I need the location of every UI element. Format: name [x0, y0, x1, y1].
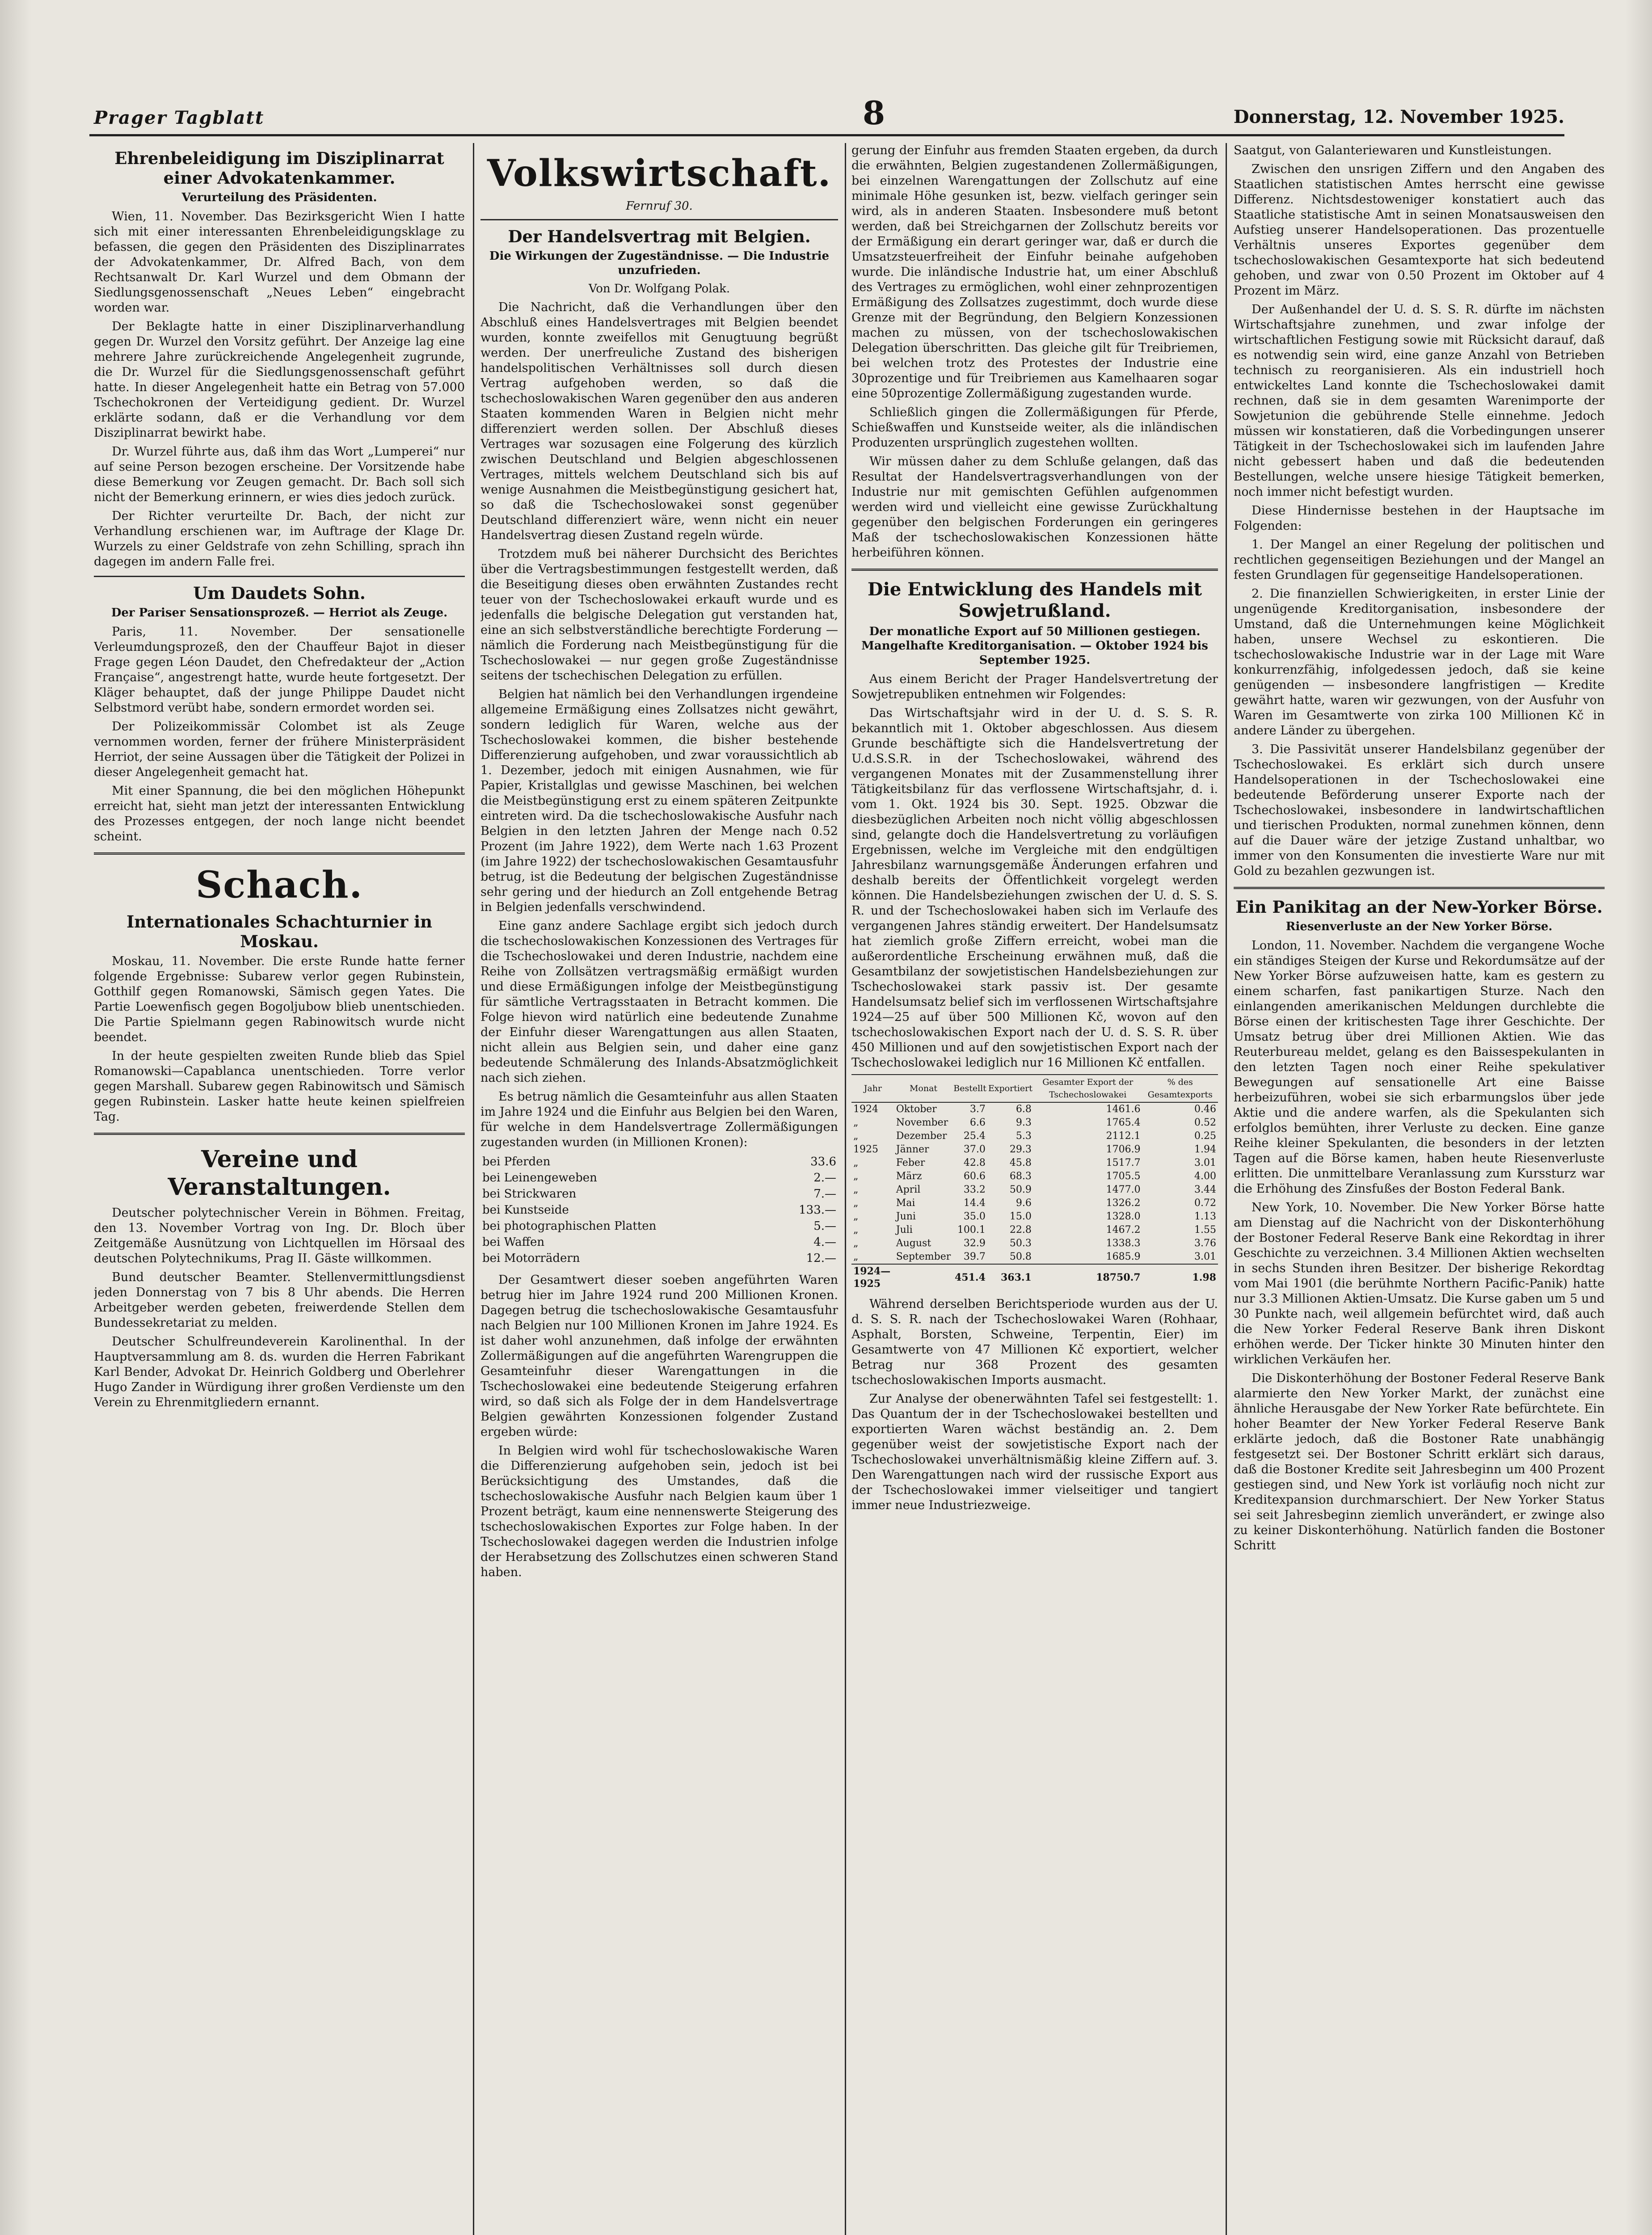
stats-cell: 39.7: [963, 1251, 986, 1262]
article-heading: Der Handelsvertrag mit Belgien.: [508, 227, 811, 246]
paragraph: Schließlich gingen die Zollermäßigungen für Pferde, Schießwaffen und Kunstseide weiter, als die inländischen Produzenten ursprünglich zugestehen wollten.: [851, 405, 1218, 450]
paragraph: Der Polizeikommissär Colombet ist als Zeuge vernommen worden, ferner der frühere Ministerpräsident Herriot, der seine Aussagen über die Tätigkeit der Polizei in dieser Angelegenheit gemacht hat.: [94, 720, 465, 779]
stats-cell: April: [896, 1184, 921, 1195]
paragraph: Zur Analyse der obenerwähnten Tafel sei festgestellt: 1. Das Quantum der in der Tschechoslowakei bestellten und exportierten Waren wächst beständig an. 2. Dem gegenüber weist der sowjetistische Export nach der Tschechoslowakei unverhältnismäßig kleine Ziffern auf. 3. Den Warengattungen nach wird der russische Export aus der Tschechoslowakei immer vielseitiger und tangiert immer neue Industriezweige.: [851, 1392, 1218, 1512]
stats-total-row: [851, 1264, 1218, 1290]
stats-cell: 6.6: [969, 1117, 986, 1128]
article-heading: Ein Panikitag an der New-Yorker Börse.: [1235, 897, 1603, 917]
stats-row: [851, 1210, 1218, 1223]
paragraph: Deutscher Schulfreundeverein Karolinenthal. In der Hauptversammlung am 8. ds. wurden die Herren Fabrikant Karl Bender, Advokat Dr. Heinrich Goldberg und Oberlehrer Hugo Zander in Würdigung ihrer großen Verdienste um den Verein zu Ehrenmitgliedern ernannt.: [94, 1335, 465, 1409]
stats-cell: 1706.9: [1106, 1144, 1141, 1155]
paragraph: Während derselben Berichtsperiode wurden aus der U. d. S. S. R. nach der Tschechoslowakei Waren (Rohhaar, Asphalt, Borsten, Schweine, Terpentin, Eier) im Gesamtwerte von 47 Millionen Kč exportiert, welcher Betrag nur 368 Prozent des gesamten tschechoslowakischen Imports ausmacht.: [851, 1297, 1218, 1387]
divider: [1234, 887, 1605, 889]
import-row: [480, 1154, 838, 1170]
stats-cell: 18750.7: [1033, 1264, 1142, 1290]
stats-cell: „: [853, 1224, 859, 1236]
divider: [851, 569, 1218, 571]
stats-row: [851, 1197, 1218, 1210]
paragraph: Wien, 11. November. Das Bezirksgericht Wien I hatte sich mit einer interessanten Ehrenbeleidigungsklage zu befassen, die gegen den Präsidenten des Disziplinarrates der Advokatenkammer, Dr. Alfred Bach, von dem Rechtsanwalt Dr. Karl Wurzel und dem Obmann der Siedlungsgenossenschaft „Neues Leben“ eingebracht worden war.: [94, 210, 465, 315]
stats-cell: 1326.2: [1106, 1198, 1141, 1209]
divider: [94, 852, 465, 855]
paragraph: London, 11. November. Nachdem die vergangene Woche ein ständiges Steigen der Kurse und Rekordumsätze auf der New Yorker Börse aufzuweisen hatte, kam es gestern zu einem scharfen, fast panikartigen Sturze. Nach den einlangenden amerikanischen Meldungen durchlebte die Börse einen der kritischesten Tage ihrer Geschichte. Der Umsatz betrug über drei Millionen Aktien. Wie das Reuterbureau meldet, gelang es den Baissespekulanten in den letzten Tagen noch einer Reihe spekulativer Bewegungen auf sensationelle Art eine Baisse herbeizuführen, wobei sie sich erbarmungslos über jede Aktie und die andere warfen, als die Spekulanten sich erfolglos bemühten, ihrer Verluste zu decken. Eine ganze Reihe kleiner Spekulanten, die besonders in der letzten Tagen auf die Börse kamen, haben heute Riesenverluste erlitten. Die unmittelbare Veranlassung zum Kurssturz war die Erhöhung des Zinsfußes der Boston Federal Bank.: [1234, 939, 1605, 1196]
import-row: [480, 1186, 838, 1202]
stats-row: [851, 1237, 1218, 1250]
section-title-clubs: Vereine und Veranstaltungen.: [168, 1146, 391, 1201]
import-value: 2.—: [813, 1171, 836, 1185]
import-row: [480, 1202, 838, 1218]
import-value: 5.—: [813, 1219, 836, 1233]
paragraph: 2. Die finanziellen Schwierigkeiten, in erster Linie der ungenügende Kreditorganisation, insbesondere der Umstand, daß die Unternehmungen keine Möglichkeit haben, unsere Wechsel zu eskontieren. Die tschechoslowakische Industrie war in der Lage mit Ware konkurrenzfähig, infolgedessen jedoch, daß sie keine genügenden — insbesondere langfristigen — Kredite gewährt hatte, waren wir gezwungen, von der Ausfuhr von Waren im Gesamtwerte von zirka 100 Millionen Kč in andere Länder zu übergehen.: [1234, 587, 1605, 738]
stats-row: [851, 1130, 1218, 1143]
article-subheading: Der monatliche Export auf 50 Millionen gestiegen. Mangelhafte Kreditorganisation. — Oktober 1924 bis September 1925.: [861, 625, 1208, 667]
stats-cell: September: [896, 1251, 951, 1262]
import-label: bei Kunstseide: [482, 1203, 569, 1217]
stats-cell: August: [896, 1238, 931, 1249]
column-4: [1234, 143, 1605, 2235]
scan-edge-left: [0, 0, 31, 2235]
stats-cell: 3.01: [1194, 1251, 1216, 1262]
stats-cell: 1925: [853, 1144, 878, 1155]
stats-row: [851, 1183, 1218, 1197]
stats-cell: 29.3: [1009, 1144, 1032, 1155]
stats-cell: Juni: [896, 1211, 916, 1222]
import-label: bei Pferden: [482, 1155, 551, 1168]
paragraph: Eine ganz andere Sachlage ergibt sich jedoch durch die tschechoslowakischen Konzessionen des Vertrages für die Tschechoslowakei und deren Industrie, nachdem eine Reihe von Zollsätzen vertragsmäßig ermäßigt wurden und diese Ermäßigungen infolge der Meistbegünstigung für sämtliche Vertragsstaaten in Betracht kommen. Die Folge hievon wird natürlich eine bedeutende Zunahme der Einfuhr dieser Warengattungen aus allen Staaten, nicht allein aus Belgien sein, und daher eine ganz bedeutende Schmälerung des Inlands-Absatzmöglichkeit nach sich ziehen.: [480, 919, 838, 1085]
stats-cell: 1477.0: [1106, 1184, 1141, 1195]
stats-header-cell: Monat: [894, 1075, 953, 1102]
page-header: [94, 94, 1564, 134]
divider: [94, 576, 465, 577]
paragraph: 3. Die Passivität unserer Handelsbilanz gegenüber der Tschechoslowakei. Es erklärt sich durch unsere Handelsoperationen in der Tschechoslowakei eine bedeutende Beförderung unserer Exporte nach der Tschechoslowakei, insbesondere in landwirtschaftlichen und tierischen Produkten, normal zunehmen können, denn auf die Dauer wäre der jetzige Zustand unhaltbar, wo immer von den Konsumenten die investierte Ware nur mit Gold zu bezahlen gezwungen ist.: [1234, 742, 1605, 878]
stats-cell: 1924: [853, 1104, 878, 1115]
paragraph: Das Wirtschaftsjahr wird in der U. d. S. S. R. bekanntlich mit 1. Oktober abgeschlossen. Aus diesem Grunde beschäftigte sich die Handelsvertretung der U.d.S.S.R. in der Tschechoslowakei, während des vergangenen Monates mit der Zusammenstellung ihrer Tätigkeitsbilanz für das verflossene Wirtschaftsjahr, d. i. vom 1. Okt. 1924 bis 30. Sept. 1925. Obzwar die diesbezüglichen Arbeiten noch nicht völlig abgeschlossen sind, gelangte doch die Handelsvertretung zu vorläufigen Ergebnissen, welche im Vergleiche mit den endgültigen Jahresbilanz warnungsgemäße Änderungen erfahren und deshalb bereits der Öffentlichkeit vorgelegt werden können. Die Handelsbeziehungen zwischen der U. d. S. S. R. und der Tschechoslowakei haben sich im Verlaufe des vergangenen Jahres ständig erweitert. Der Handelsumsatz hat ziemlich große Ziffern erreicht, wobei man die außerordentliche Erscheinung erwähnen muß, daß die Gesamtbilanz der sowjetistischen Handelsbeziehungen zur Tschechoslowakei stark passiv ist. Der gesamte Handelsumsatz belief sich im verflossenen Wirtschaftsjahre 1924—25 auf über 500 Millionen Kč, wovon auf den tschechoslowakischen Export nach der U. d. S. S. R. über 450 Millionen und auf den sowjetistischen Export nach der Tschechoslowakei lediglich nur 16 Millionen Kč entfallen.: [851, 706, 1218, 1070]
stats-header-cell: Bestellt: [952, 1075, 987, 1102]
stats-cell: 2112.1: [1106, 1130, 1141, 1142]
section-title-economy: Volkswirtschaft.: [487, 152, 832, 195]
stats-cell: „: [853, 1171, 859, 1182]
import-label: bei Motorrädern: [482, 1252, 580, 1265]
paragraph: Deutscher polytechnischer Verein in Böhmen. Freitag, den 13. November Vortrag von Ing. Dr. Bloch über Zeitgemäße Ausnützung von Lichtquellen im Hörsaal des deutschen Polytechnikums, Prag II. Gäste willkommen.: [94, 1206, 465, 1265]
stats-cell: 1.98: [1142, 1264, 1218, 1290]
paragraph: Paris, 11. November. Der sensationelle Verleumdungsprozeß, den der Chauffeur Bajot in dieser Frage gegen Léon Daudet, den Chefredakteur der „Action Française“, angestrengt hatte, wurde heute fortgesetzt. Der Kläger behauptet, daß der junge Philippe Daudet nicht Selbstmord verübt habe, sondern ermordet worden sei.: [94, 625, 465, 715]
stats-cell: 363.1: [987, 1264, 1033, 1290]
stats-cell: 0.72: [1194, 1198, 1216, 1209]
stats-cell: „: [853, 1251, 859, 1262]
stats-cell: „: [853, 1157, 859, 1168]
stats-header-cell: Jahr: [851, 1075, 894, 1102]
column-2: [480, 143, 838, 2235]
stats-header-cell: % des Gesamtexports: [1142, 1075, 1218, 1102]
article-subheading: Verurteilung des Präsidenten.: [181, 191, 377, 204]
column-1: [94, 143, 465, 2235]
column-rule-1: [473, 143, 474, 2235]
paragraph: Bund deutscher Beamter. Stellenvermittlungsdienst jeden Donnerstag von 7 bis 8 Uhr abends. Die Herren Arbeitgeber werden gebeten, freiwerdende Stellen dem Bundessekretariat zu melden.: [94, 1270, 465, 1330]
import-row: [480, 1234, 838, 1250]
paragraph: In Belgien wird wohl für tschechoslowakische Waren die Differenzierung aufgehoben sein, jedoch ist bei Berücksichtigung des Umstandes, daß die tschechoslowakische Ausfuhr nach Belgien kaum über 1 Prozent beträgt, kaum eine nennenswerte Steigerung des tschechoslowakischen Exportes zur Folge haben. In der Tschechoslowakei dagegen werden die Industrien infolge der Herabsetzung des Zollschutzes einen schweren Stand haben.: [480, 1444, 838, 1579]
paragraph: Belgien hat nämlich bei den Verhandlungen irgendeine allgemeine Ermäßigung eines Zollsatzes nicht gewährt, sondern lediglich für Waren, welche aus der Tschechoslowakei kommen, die bisher bestehende Differenzierung aufgehoben, und zwar voraussichtlich ab 1. Dezember, jedoch mit einigen Ausnahmen, wie für Papier, Kristallglas und gewisse Maschinen, bei welchen die Meistbegünstigung erst zu einem späteren Zeitpunkte eintreten wird. Da die tschechoslowakische Ausfuhr nach Belgien in den letzten Jahren der Menge nach 0.52 Prozent (im Jahre 1922), dem Werte nach 1.63 Prozent (im Jahre 1922) der tschechoslowakischen Gesamtausfuhr betrug, ist die Bedeutung der belgischen Zugeständnisse sehr gering und der hiedurch an Zoll entgehende Betrag in Belgien jedenfalls verschwindend.: [480, 687, 838, 914]
stats-cell: „: [853, 1238, 859, 1249]
column-rule-2: [845, 143, 846, 2235]
stats-cell: 3.01: [1194, 1157, 1216, 1168]
stats-cell: 42.8: [963, 1157, 986, 1168]
import-row: [480, 1218, 838, 1234]
stats-cell: 0.25: [1194, 1130, 1216, 1142]
paragraph: Der Außenhandel der U. d. S. S. R. dürfte im nächsten Wirtschaftsjahre zunehmen, und zwar infolge der wirtschaftlichen Festigung sowie mit Rücksicht darauf, daß es notwendig sein wird, eine ganze Anzahl von Betrieben technisch zu reorganisieren. Als ein industriell hoch entwickeltes Land konnte die Tschechoslowakei damit rechnen, daß sie in dem gesamten Warenimporte der Sowjetunion die gebührende Stelle einnehme. Jedoch müssen wir konstatieren, daß die Vorbedingungen unserer Tätigkeit in der Tschechoslowakei sich im laufenden Jahre nicht gebessert haben und daß die bedeutenden Bestellungen, welche unsere hiesige Tätigkeit bemerken, noch immer nicht befestigt wurden.: [1234, 303, 1605, 499]
paragraph: New York, 10. November. Die New Yorker Börse hatte am Dienstag auf die Nachricht von der Diskonterhöhung der Bostoner Federal Reserve Bank eine Rekordtag in ihrer Geschichte zu verzeichnen. 3.4 Millionen Aktien wechselten in sechs Stunden ihren Besitzer. Der bisherige Rekordtag vom Mai 1901 (die berühmte Northern Pacific-Panik) hatte nur 3.3 Millionen Aktien-Umsatz. Die Kurse gaben um 5 und 30 Punkte nach, weil allgemein befürchtet wird, daß auch die New Yorker Federal Reserve Bank ihren Diskont erhöhen werde. Der Ticker hinkte 30 Minuten hinter den wirklichen Verkäufen her.: [1234, 1201, 1605, 1366]
stats-cell: 37.0: [963, 1144, 986, 1155]
stats-cell: 451.4: [952, 1264, 987, 1290]
import-label: bei Waffen: [482, 1236, 545, 1249]
section-title-chess: Schach.: [196, 864, 363, 907]
paragraph: Es betrug nämlich die Gesamteinfuhr aus allen Staaten im Jahre 1924 und die Einfuhr aus Belgien bei den Waren, für welche in dem Handelsvertrage Zollermäßigungen zugestanden wurden (in Millionen Kronen):: [480, 1090, 838, 1149]
paragraph: In der heute gespielten zweiten Runde blieb das Spiel Romanowski—Capablanca unentschieden. Torre verlor gegen Marshall. Subarew gegen Rabinowitsch und Sämisch gegen Rubinstein. Lasker hatte heute keinen spielfreien Tag.: [94, 1049, 465, 1124]
stats-cell: 60.6: [963, 1171, 986, 1182]
stats-cell: 1467.2: [1106, 1224, 1141, 1236]
divider: [94, 1133, 465, 1135]
stats-cell: 1924—1925: [851, 1264, 894, 1290]
import-label: bei photographischen Platten: [482, 1219, 657, 1233]
section-note: Fernruf 30.: [626, 199, 693, 213]
paragraph: Der Richter verurteilte Dr. Bach, der nicht zur Verhandlung erschienen war, im Auftrage der Klage Dr. Wurzels zu einer Geldstrafe von zehn Schilling, sprach ihn dagegen im andern Falle frei.: [94, 509, 465, 569]
stats-cell: 3.7: [969, 1104, 986, 1115]
stats-cell: Oktober: [896, 1104, 937, 1115]
paragraph: Moskau, 11. November. Die erste Runde hatte ferner folgende Ergebnisse: Subarew verlor gegen Rubinstein, Gotthilf gegen Romanowski, Sämisch gegen Yates. Die Partie Loewenfisch gegen Bogoljubow blieb unentschieden. Die Partie Spielmann gegen Rabinowitsch wurde nicht beendet.: [94, 954, 465, 1044]
stats-cell: 32.9: [963, 1238, 986, 1249]
paragraph: Die Nachricht, daß die Verhandlungen über den Abschluß eines Handelsvertrages mit Belgien beendet wurden, konnte zweifellos mit Genugtuung begrüßt werden. Der unerfreuliche Zustand des bisherigen handelspolitischen Verhältnisses soll durch diesen Vertrag aufgehoben werden, so daß die tschechoslowakischen Waren gegenüber den aus anderen Staaten kommenden Waren in Belgien nicht mehr differenziert werden sollen. Der Abschluß dieses Vertrages war sozusagen eine Folgerung des kürzlich zwischen Deutschland und Belgien abgeschlossenen Vertrages, mittels welchem Deutschland sich bis auf wenige Ausnahmen die Meistbegünstigung gesichert hat, so daß die Tschechoslowakei sonst gegenüber Deutschland differenziert wäre, wenn nicht ein neuer Handelsvertrag diesen Zustand regeln würde.: [480, 300, 838, 542]
article-heading: Die Entwicklung des Handels mit Sowjetrußland.: [868, 579, 1202, 621]
stats-cell: 50.8: [1009, 1251, 1032, 1262]
stats-cell: 0.46: [1194, 1104, 1216, 1115]
stats-cell: „: [853, 1117, 859, 1128]
stats-cell: November: [896, 1117, 948, 1128]
stats-cell: 1705.5: [1106, 1171, 1141, 1182]
stats-cell: 1.13: [1194, 1211, 1216, 1222]
import-value: 33.6: [810, 1155, 836, 1168]
header-rule: [89, 134, 1564, 136]
stats-cell: 68.3: [1009, 1171, 1032, 1182]
stats-cell: 35.0: [963, 1211, 986, 1222]
stats-cell: 14.4: [963, 1198, 986, 1209]
article-heading: Ehrenbeleidigung im Disziplinarrat einer Advokatenkammer.: [114, 148, 444, 188]
article-heading: Um Daudets Sohn.: [193, 583, 366, 603]
import-value: 7.—: [813, 1187, 836, 1201]
stats-cell: 50.3: [1009, 1238, 1032, 1249]
stats-cell: 15.0: [1009, 1211, 1032, 1222]
paragraph: Trotzdem muß bei näherer Durchsicht des Berichtes über die Vertragsbestimmungen festgestellt werden, daß die Beseitigung dieses oben erwähnten Zustandes recht teuer von der Tschechoslowakei erkauft wurde und es jedenfalls die belgische Delegation gut verstanden hat, eine an sich selbstverständliche berechtigte Forderung — nämlich die Forderung nach Meistbegünstigung für die Tschechoslowakei — nur gegen große Zugeständnisse seitens der tschechischen Delegation zu erfüllen.: [480, 547, 838, 683]
paragraph: Mit einer Spannung, die bei den möglichen Höhepunkt erreicht hat, sieht man jetzt der interessanten Entwicklung des Prozesses entgegen, der noch lange nicht beendet scheint.: [94, 784, 465, 843]
paragraph: Der Gesamtwert dieser soeben angeführten Waren betrug hier im Jahre 1924 rund 200 Millionen Kronen. Dagegen betrug die tschechoslowakische Gesamtausfuhr nach Belgien nur 100 Millionen Kronen im Jahre 1924. Es ist daher wohl anzunehmen, daß infolge der erwähnten Zollermäßigungen auf die angeführten Warengruppen die Gesamteinfuhr dieser Warengattungen in die Tschechoslowakei eine bedeutende Steigerung erfahren wird, so daß sich als Folge der in dem Handelsvertrage Belgien gewährten Konzessionen folgender Zustand ergeben würde:: [480, 1273, 838, 1439]
stats-cell: „: [853, 1211, 859, 1222]
stats-cell: 6.8: [1016, 1104, 1032, 1115]
import-row: [480, 1170, 838, 1186]
stats-header-cell: Gesamter Export der Tschechoslowakei: [1033, 1075, 1142, 1102]
stats-cell: Feber: [896, 1157, 925, 1168]
stats-cell: 4.00: [1194, 1171, 1216, 1182]
stats-row: [851, 1143, 1218, 1156]
stats-cell: 1338.3: [1106, 1238, 1141, 1249]
stats-row: [851, 1223, 1218, 1237]
stats-cell: Jänner: [896, 1144, 929, 1155]
stats-cell: 100.1: [957, 1224, 986, 1236]
stats-row: [851, 1170, 1218, 1183]
import-label: bei Strickwaren: [482, 1187, 577, 1201]
import-value: 4.—: [813, 1236, 836, 1249]
stats-cell: Dezember: [896, 1130, 947, 1142]
stats-cell: 3.44: [1194, 1184, 1216, 1195]
stats-row: [851, 1156, 1218, 1170]
stats-cell: 25.4: [963, 1130, 986, 1142]
stats-cell: 50.9: [1009, 1184, 1032, 1195]
stats-cell: 1.55: [1194, 1224, 1216, 1236]
article-subheading: Der Pariser Sensationsprozeß. — Herriot als Zeuge.: [111, 606, 448, 620]
divider: [480, 219, 838, 220]
stats-cell: 5.3: [1016, 1130, 1032, 1142]
import-value: 12.—: [806, 1252, 836, 1265]
issue-date: Donnerstag, 12. November 1925.: [1233, 106, 1564, 127]
stats-header-cell: Exportiert: [987, 1075, 1033, 1102]
stats-cell: 1517.7: [1106, 1157, 1141, 1168]
article-heading: Internationales Schachturnier in Moskau.: [126, 912, 433, 951]
stats-row: [851, 1102, 1218, 1116]
stats-cell: 33.2: [963, 1184, 986, 1195]
byline: Von Dr. Wolfgang Polak.: [588, 282, 730, 295]
paragraph: Der Beklagte hatte in einer Disziplinarverhandlung gegen Dr. Wurzel den Vorsitz geführt. Der Anzeige lag eine mehrere Jahre zurückreichende Angelegenheit zugrunde, die Dr. Wurzel für die Siedlungsgenossenschaft geführt hatte. In dieser Angelegenheit hatte ein Betrag von 57.000 Tschechokronen der Verteidigung gedient. Dr. Wurzel erklärte sodann, daß er die Verhandlung vor dem Disziplinarrat bewirkt habe.: [94, 320, 465, 440]
stats-cell: März: [896, 1171, 922, 1182]
stats-cell: 1328.0: [1106, 1211, 1141, 1222]
paragraph: Die Diskonterhöhung der Bostoner Federal Reserve Bank alarmierte den New Yorker Markt, der zunächst eine ähnliche Herausgabe der New Yorker Rate befürchtete. Ein hoher Beamter der New Yorker Federal Reserve Bank erklärte jedoch, daß die Bostoner Rate unabhängig festgesetzt sei. Der Bostoner Schritt erklärt sich daraus, daß die Bostoner Kredite seit Jahresbeginn um 400 Prozent gestiegen sind, und New York ist vorläufig noch nicht zur Kreditexpansion durchmarschiert. Der New Yorker Status sei seit Jahresbeginn ziemlich unverändert, er zwinge also zu keiner Diskonterhöhung. Natürlich fanden die Bostoner Schritt: [1234, 1371, 1605, 1552]
paragraph: Dr. Wurzel führte aus, daß ihm das Wort „Lumperei“ nur auf seine Person bezogen erscheine. Der Vorsitzende habe diese Bemerkung vor Zeugen gemacht. Dr. Bach soll sich nicht der Bemerkung erinnern, er wies dies jedoch zurück.: [94, 445, 465, 504]
paragraph: gerung der Einfuhr aus fremden Staaten ergeben, da durch die erwähnten, Belgien zugestandenen Zollermäßigungen, bei einzelnen Warengattungen der Zollschutz auf eine minimale Höhe gesunken ist, bezw. vielfach geringer sein wird, als in anderen Staaten. Insbesondere muß betont werden, daß bei Streichgarnen der Zollschutz bereits vor der Ermäßigung ein derart geringer war, daß er durch die Umsatzsteuerfreiheit der Einfuhr beinahe aufgehoben wurde. Die inländische Industrie hat, um einer Abschluß des Vertrages zu ermöglichen, wohl einer zehnprozentigen Ermäßigung des Zollsatzes zugestimmt, doch wurde diese Grenze mit der Begründung, den Belgiern Konzessionen machen zu müssen, von der tschechoslowakischen Delegation überschritten. Das gleiche gilt für Treibriemen, bei welchen trotz des Protestes der Industrie eine 30prozentige und für Treibriemen aus Kamelhaaren sogar eine 50prozentige Zollermäßigung zugestanden wurde.: [851, 143, 1218, 401]
import-label: bei Leinengeweben: [482, 1171, 597, 1185]
scan-edge-right: [1625, 0, 1652, 2235]
column-rule-3: [1226, 143, 1227, 2235]
article-subheading: Riesenverluste an der New Yorker Börse.: [1285, 920, 1553, 933]
stats-cell: 3.76: [1194, 1238, 1216, 1249]
stats-cell: 1461.6: [1106, 1104, 1141, 1115]
stats-row: [851, 1250, 1218, 1264]
import-table: [480, 1154, 838, 1266]
paragraph: Wir müssen daher zu dem Schluße gelangen, daß das Resultat der Handelsvertragsverhandlungen von der Industrie nur mit gemischten Gefühlen aufgenommen werden wird und vielleicht eine gewisse Zurückhaltung gegenüber den belgischen Forderungen ein geringeres Maß der tschechoslowakischen Konzessionen hätte herbeiführen können.: [851, 455, 1218, 560]
paragraph: Aus einem Bericht der Prager Handelsvertretung der Sowjetrepubliken entnehmen wir Folgendes:: [851, 672, 1218, 701]
statistics-table: [851, 1074, 1218, 1290]
article-subheading: Die Wirkungen der Zugeständnisse. — Die Industrie unzufrieden.: [489, 249, 830, 277]
stats-cell: „: [853, 1130, 859, 1142]
paragraph: 1. Der Mangel an einer Regelung der politischen und rechtlichen gegenseitigen Beziehungen und der Mangel an festen Grundlagen für gegenseitige Handelsoperationen.: [1234, 538, 1605, 582]
paragraph: Diese Hindernisse bestehen in der Hauptsache im Folgenden:: [1234, 504, 1605, 533]
paragraph: Saatgut, von Galanteriewaren und Kunstleistungen.: [1234, 143, 1552, 157]
stats-cell: 22.8: [1009, 1224, 1032, 1236]
stats-cell: 9.3: [1016, 1117, 1032, 1128]
stats-cell: „: [853, 1184, 859, 1195]
stats-cell: 9.6: [1016, 1198, 1032, 1209]
stats-cell: 45.8: [1009, 1157, 1032, 1168]
stats-cell: Juli: [896, 1224, 913, 1236]
masthead: Prager Tagblatt: [94, 107, 265, 128]
stats-cell: 0.52: [1194, 1117, 1216, 1128]
stats-cell: 1765.4: [1106, 1117, 1141, 1128]
import-value: 133.—: [799, 1203, 836, 1217]
stats-cell: 1.94: [1194, 1144, 1216, 1155]
paragraph: Zwischen den unsrigen Ziffern und den Angaben des Staatlichen statistischen Amtes herrscht eine gewisse Differenz. Nichtsdestoweniger konstatiert auch das Staatliche statistische Amt in seinen Monatsausweisen den Aufstieg unserer Handelsoperationen. Das prozentuelle Verhältnis unseres Exportes gegenüber dem tschechoslowakischen Gesamtexporte hat sich bedeutend gehoben, und zwar von 0.50 Prozent im Oktober auf 4 Prozent im März.: [1234, 162, 1605, 298]
stats-cell: Mai: [896, 1198, 915, 1209]
stats-row: [851, 1116, 1218, 1130]
column-3: [851, 143, 1218, 2235]
stats-cell: [894, 1264, 953, 1290]
import-row: [480, 1250, 838, 1266]
stats-cell: „: [853, 1198, 859, 1209]
stats-cell: 1685.9: [1106, 1251, 1141, 1262]
page-number: 8: [863, 94, 885, 132]
